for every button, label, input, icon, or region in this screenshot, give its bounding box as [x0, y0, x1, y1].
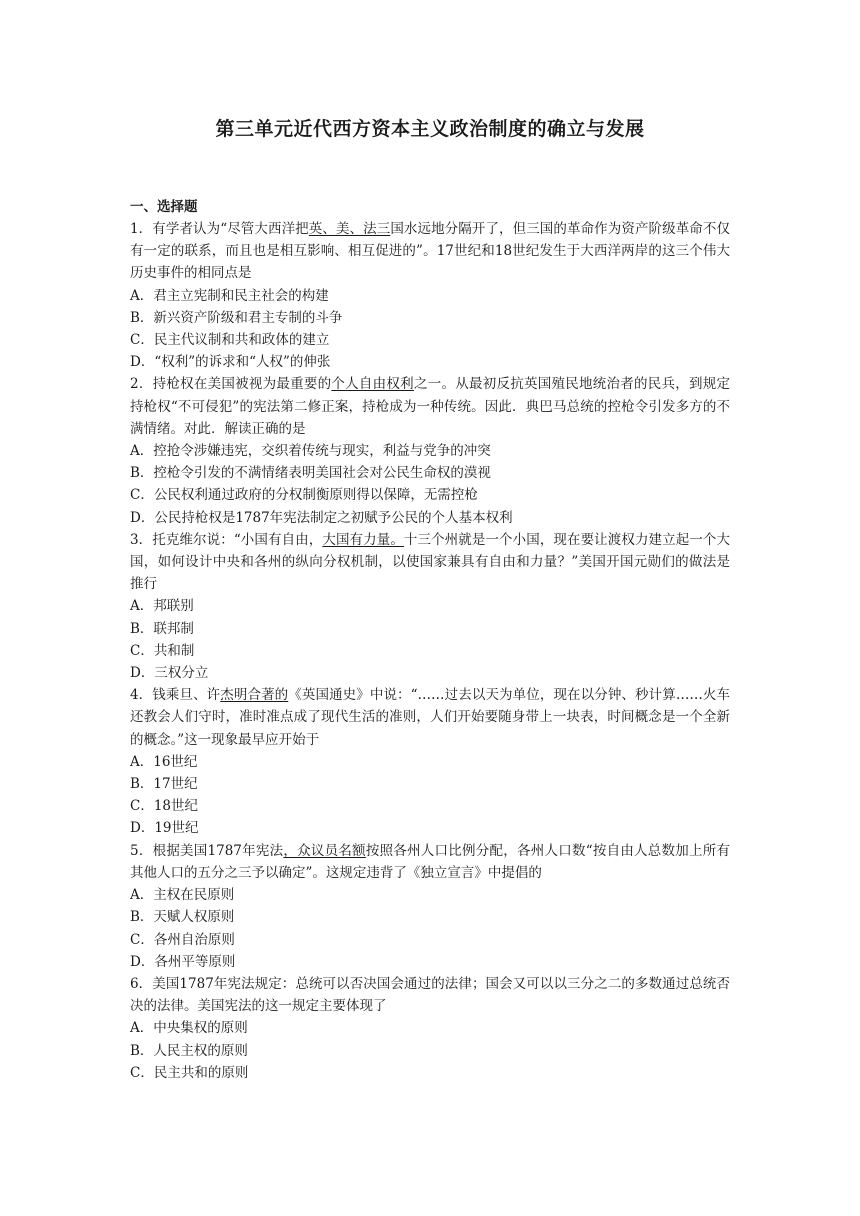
- stem-underlined-text: 英、美、法三: [308, 221, 391, 237]
- question-stem: [130, 218, 730, 285]
- option-b: B．天赋人权原则: [130, 909, 235, 926]
- option-d: D．三权分立: [130, 665, 209, 682]
- question-1: [130, 218, 730, 373]
- question-4: [130, 684, 730, 839]
- stem-underlined-text: 大国有力量。: [322, 531, 404, 548]
- option-c: C．共和制: [130, 642, 195, 659]
- option-b: B．新兴资产阶级和君主专制的斗争: [130, 309, 343, 326]
- option-c: C．民主代议制和共和政体的建立: [130, 332, 330, 349]
- question-stem: [130, 840, 730, 884]
- option-d: D．“权利”的诉求和“人权”的伸张: [130, 354, 331, 371]
- option-b: B．控枪令引发的不满情绪表明美国社会对公民生命权的漠视: [130, 465, 491, 482]
- option-c: C．民主共和的原则: [130, 1064, 249, 1081]
- option-c: C．18世纪: [130, 798, 199, 815]
- option-a: A．邦联别: [130, 598, 194, 615]
- question-stem: [130, 684, 730, 751]
- question-stem: [130, 529, 730, 596]
- stem-text: 之一。从最初反抗英国殖民地统治者的民兵，到规定持枪权“不可侵犯”的宪法第二修正案，持枪成为一种传统。因此．典巴马总统的控枪令引发多方的不满情绪。对此．解读正确的是: [130, 376, 731, 437]
- stem-text: 2．持枪权在美国被视为最重要的: [130, 376, 332, 393]
- question-2: [130, 373, 730, 528]
- stem-text: 5．根据美国1787年宪法: [130, 842, 284, 859]
- document-title: 第三单元近代西方资本主义政治制度的确立与发展: [215, 118, 645, 140]
- stem-underlined-text: ，众议员名额: [283, 842, 366, 859]
- option-d: D．公民持枪权是1787年宪法制定之初赋予公民的个人基本权利: [130, 509, 513, 526]
- stem-text: 6．美国1787年宪法规定：总统可以否决国会通过的法律；国会又可以以三分之二的多数通过总统否决的法律。美国宪法的这一规定主要体现了: [130, 975, 730, 1015]
- question-3: [130, 529, 730, 684]
- stem-underlined-text: 杰明合著的: [220, 687, 289, 704]
- question-6: [130, 973, 730, 1084]
- option-b: B．联邦制: [130, 620, 194, 637]
- option-a: A．控抢令涉嫌违宪，交织着传统与现实，利益与党争的冲突: [130, 443, 491, 460]
- option-a: A．主权在民原则: [130, 887, 235, 904]
- option-d: D．各州平等原则: [130, 953, 236, 970]
- stem-text: 《英国通史》中说：“……过去以天为单位，现在以分钟、秒计算……火车还教会人们守时，准时准点成了现代生活的准则，人们开始要随身带上一块表，时间概念是一个全新的概念。”这一现象最早应开始于: [130, 687, 731, 748]
- option-a: A．中央集权的原则: [130, 1020, 248, 1037]
- stem-text: 十三个州就是一个小国，现在要让渡权力建立起一个大国，如何设计中央和各州的纵向分权机制，以使国家兼具有自由和力量？”美国开国元勋们的做法是推行: [130, 531, 730, 593]
- stem-text: 1．有学者认为“尽管大西洋把: [130, 221, 309, 237]
- stem-text: 按照各州人口比例分配，各州人口数“按自由人总数加上所有其他人口的五分之三予以确定”。这规定违背了《独立宣言》中提倡的: [130, 842, 731, 881]
- option-d: D．19世纪: [130, 820, 199, 837]
- question-5: [130, 840, 730, 973]
- question-stem: [130, 973, 730, 1017]
- option-a: A．16世纪: [130, 753, 198, 770]
- stem-underlined-text: 个人自由权利: [331, 376, 414, 393]
- option-c: C．公民权利通过政府的分权制衡原则得以保障，无需控枪: [130, 487, 478, 504]
- stem-text: 国水远地分隔开了，但三国的革命作为资产阶级革命不仅有一定的联系，而且也是相互影响、相互促进的”。17世纪和18世纪发生于大西洋两岸的这三个伟大历史事件的相同点是: [130, 221, 730, 282]
- section-heading: 一、选择题: [130, 199, 198, 215]
- option-b: B．人民主权的原则: [130, 1042, 248, 1059]
- stem-text: 4．钱乘旦、许: [130, 687, 221, 704]
- question-stem: [130, 373, 730, 440]
- question-list: [130, 196, 730, 1084]
- option-b: B．17世纪: [130, 776, 198, 793]
- option-c: C．各州自治原则: [130, 931, 235, 948]
- stem-text: 3．托克维尔说：“小国有自由，: [130, 531, 323, 548]
- option-a: A．君主立宪制和民主社会的构建: [130, 287, 329, 304]
